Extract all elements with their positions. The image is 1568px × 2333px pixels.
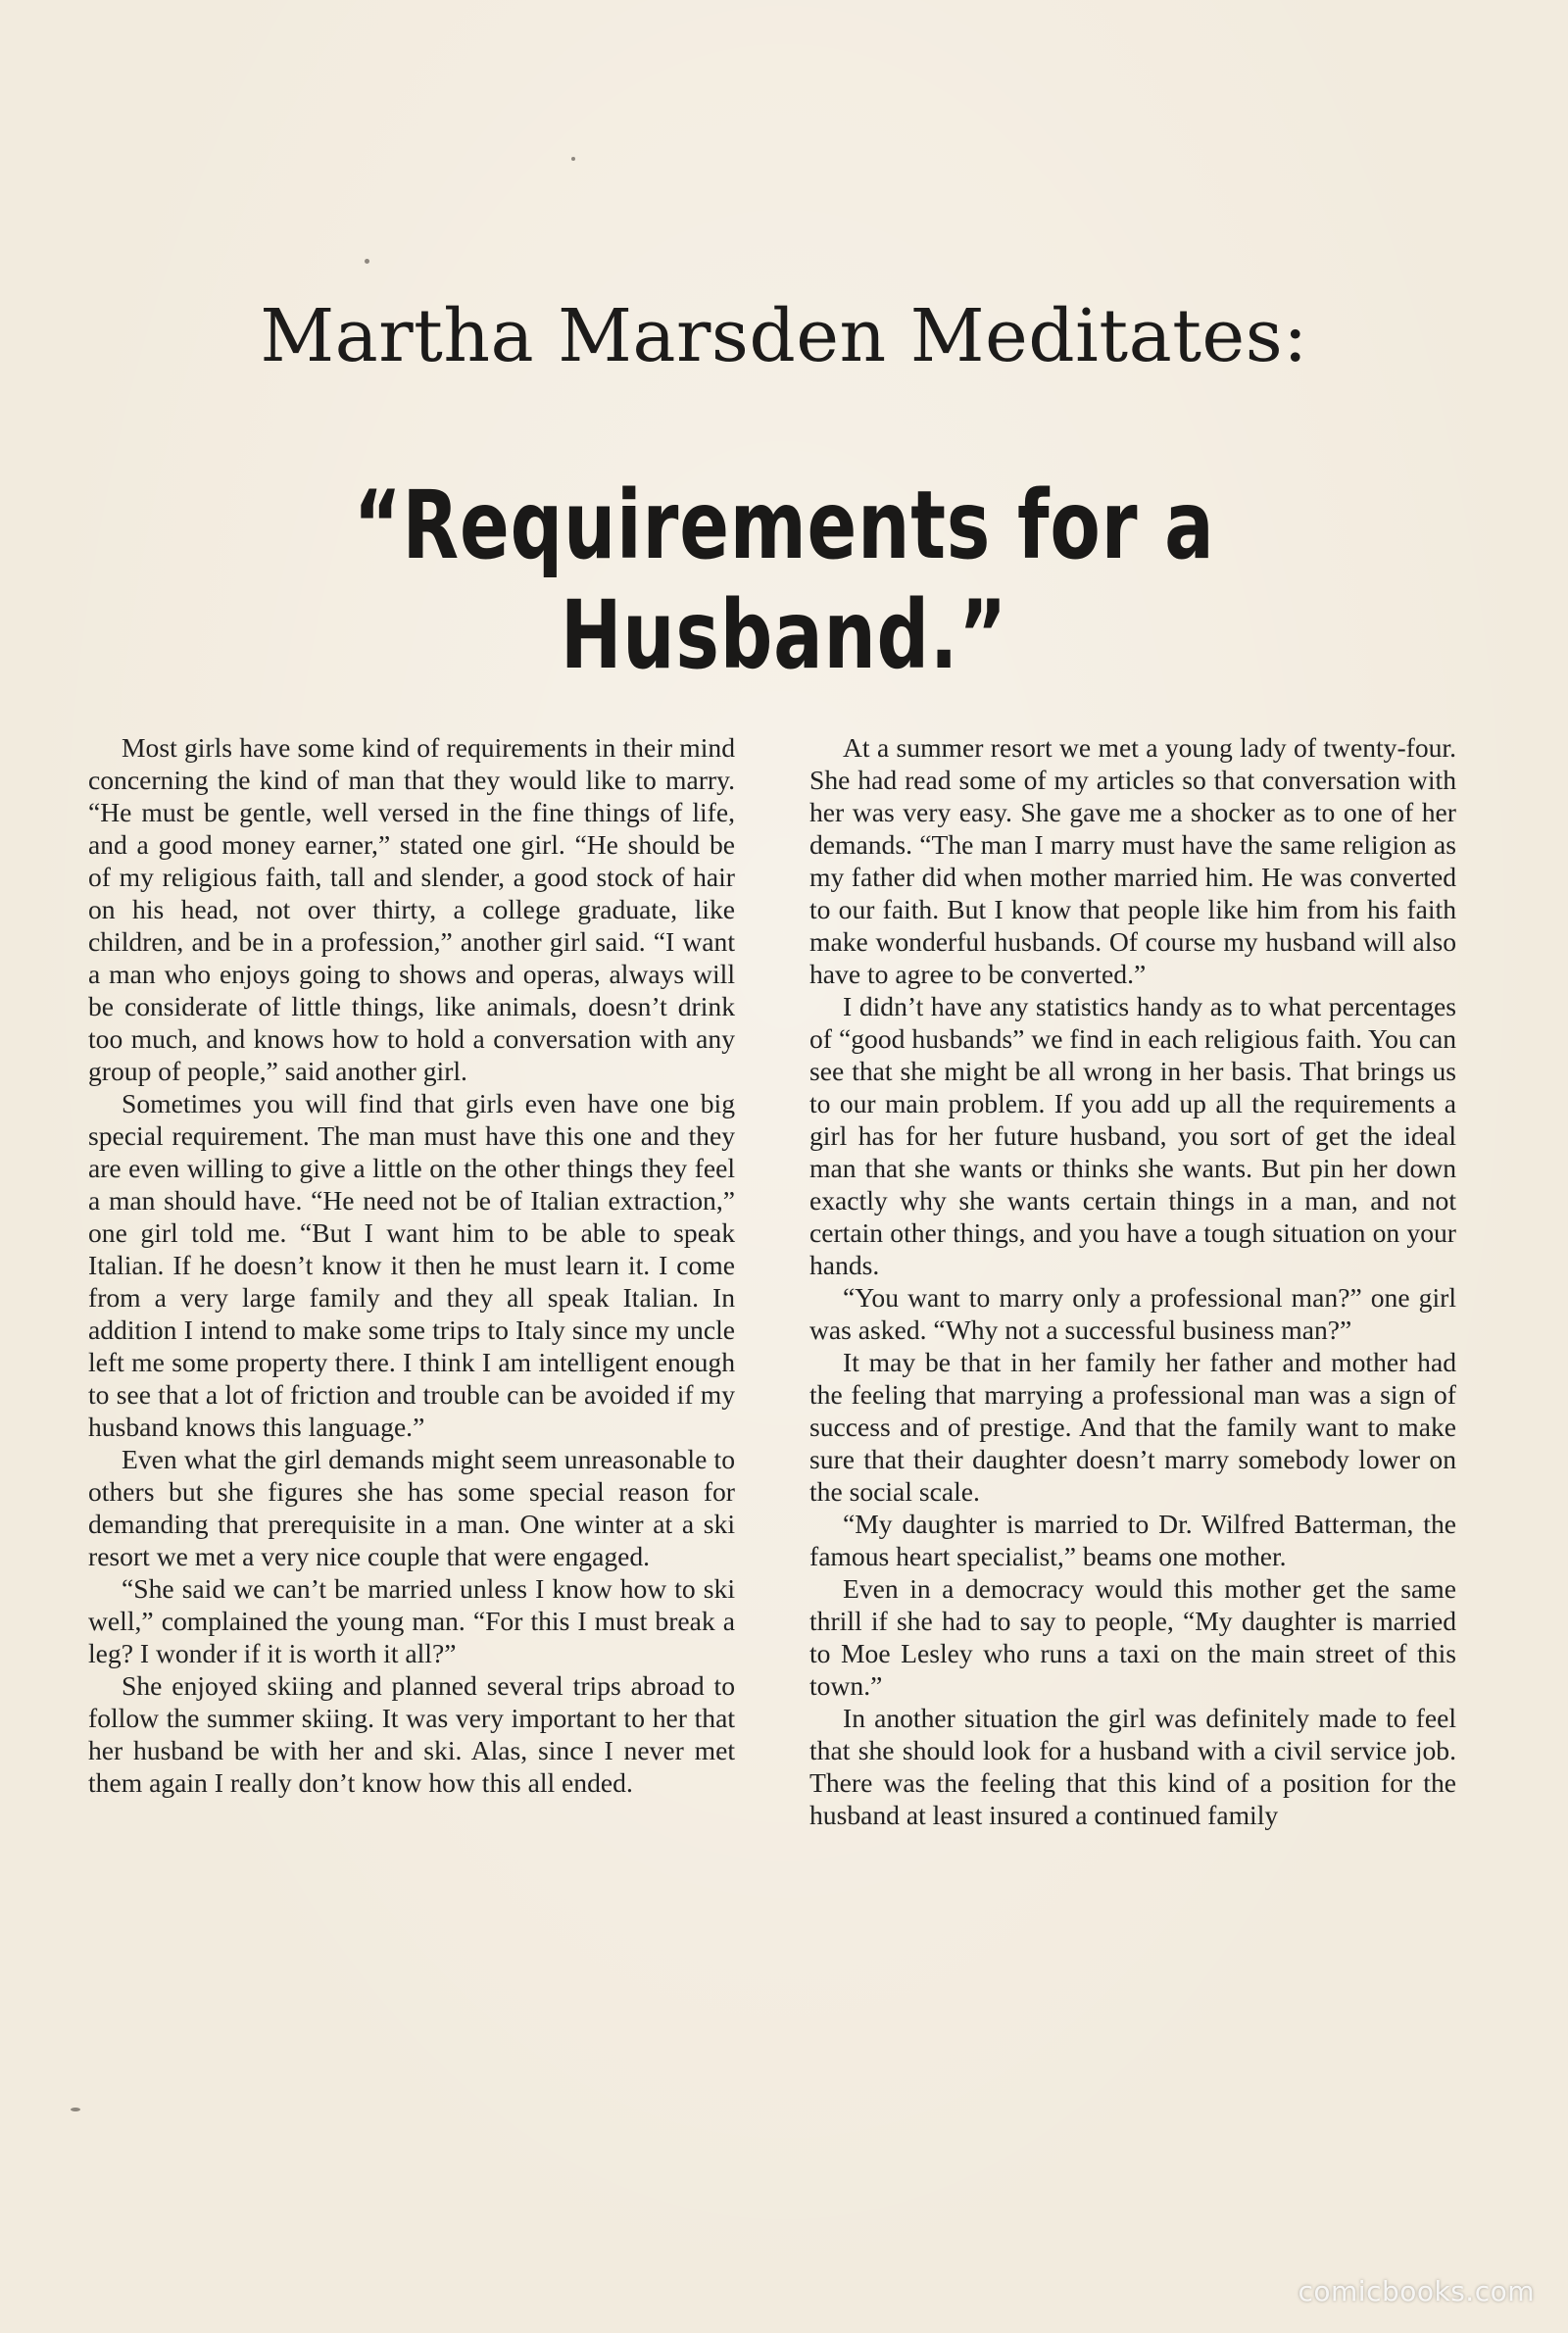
print-speck [571, 157, 575, 161]
site-watermark: comicbooks.com [1298, 2275, 1535, 2308]
paragraph: Even what the girl demands might seem unreasonable to others but she figures she has some special reason for demanding that prerequisite in a man. One winter at a ski resort we met a very nice couple that were engaged. [88, 1444, 735, 1571]
paragraph: Sometimes you will find that girls even have one big special requirement. The man must have this one and they are even willing to give a little on the other things they feel a man should have. “He need not be of Italian extraction,” one girl told me. “But I want him to be able to speak Italian. If he doesn’t know it then he must learn it. I come from a very large family and they all speak Italian. In addition I intend to make some trips to Italy since my uncle left me some property there. I think I am intelligent enough to see that a lot of friction and trouble can be avoided if my husband knows this language.” [88, 1088, 735, 1442]
paragraph: Even in a democracy would this mother get the same thrill if she had to say to people, “My daughter is married to Moe Lesley who runs a taxi on the main street of this town.” [809, 1573, 1456, 1701]
paragraph: “She said we can’t be married unless I know how to ski well,” complained the young man. “For this I must break a leg? I wonder if it is worth it all?” [88, 1573, 735, 1668]
left-column [88, 731, 735, 1799]
paragraph: At a summer resort we met a young lady of twenty-four. She had read some of my articles so that conversation with her was very easy. She gave me a shocker as to one of her demands. “The man I marry must have the same religion as my father did when mother married him. He was converted to our faith. But I know that people like him from his faith make wonderful husbands. Of course my husband will also have to agree to be converted.” [809, 732, 1456, 989]
paragraph: Most girls have some kind of requirements in their mind concerning the kind of man that they would like to marry. “He must be gentle, well versed in the fine things of life, and a good money earner,” stated one girl. “He should be of my religious faith, tall and slender, a good stock of hair on his head, not over thirty, a college graduate, like children, and be in a profession,” another girl said. “I want a man who enjoys going to shows and operas, always will be considerate of little things, like animals, doesn’t drink too much, and knows how to hold a conversation with any group of people,” said another girl. [88, 732, 735, 1086]
right-column [809, 731, 1456, 1831]
paragraph: I didn’t have any statistics handy as to what percentages of “good husbands” we find in each religious faith. You can see that she might be all wrong in her basis. That brings us to our main problem. If you add up all the requirements a girl has for her future husband, you sort of get the ideal man that she wants or thinks she wants. But pin her down exactly why she wants certain things in a man, and not certain other things, and you have a tough situation on your hands. [809, 991, 1456, 1280]
article-subtitle: “Requirements for a Husband.” [353, 471, 1215, 690]
article-title: Martha Marsden Meditates: [260, 294, 1308, 378]
print-speck [365, 259, 369, 264]
paragraph: In another situation the girl was definitely made to feel that she should look for a husband with a civil service job. There was the feeling that this kind of a position for the husband at least insured a continued family [809, 1703, 1456, 1830]
paragraph: “You want to marry only a professional man?” one girl was asked. “Why not a successful business man?” [809, 1282, 1456, 1345]
paragraph: It may be that in her family her father and mother had the feeling that marrying a professional man was a sign of success and of prestige. And that the family want to make sure that their daughter doesn’t marry somebody lower on the social scale. [809, 1347, 1456, 1507]
paragraph: She enjoyed skiing and planned several trips abroad to follow the summer skiing. It was very important to her that her husband be with her and ski. Alas, since I never met them again I really don’t know how this all ended. [88, 1670, 735, 1798]
print-speck [71, 2108, 80, 2111]
paragraph: “My daughter is married to Dr. Wilfred Batterman, the famous heart specialist,” beams one mother. [809, 1509, 1456, 1571]
